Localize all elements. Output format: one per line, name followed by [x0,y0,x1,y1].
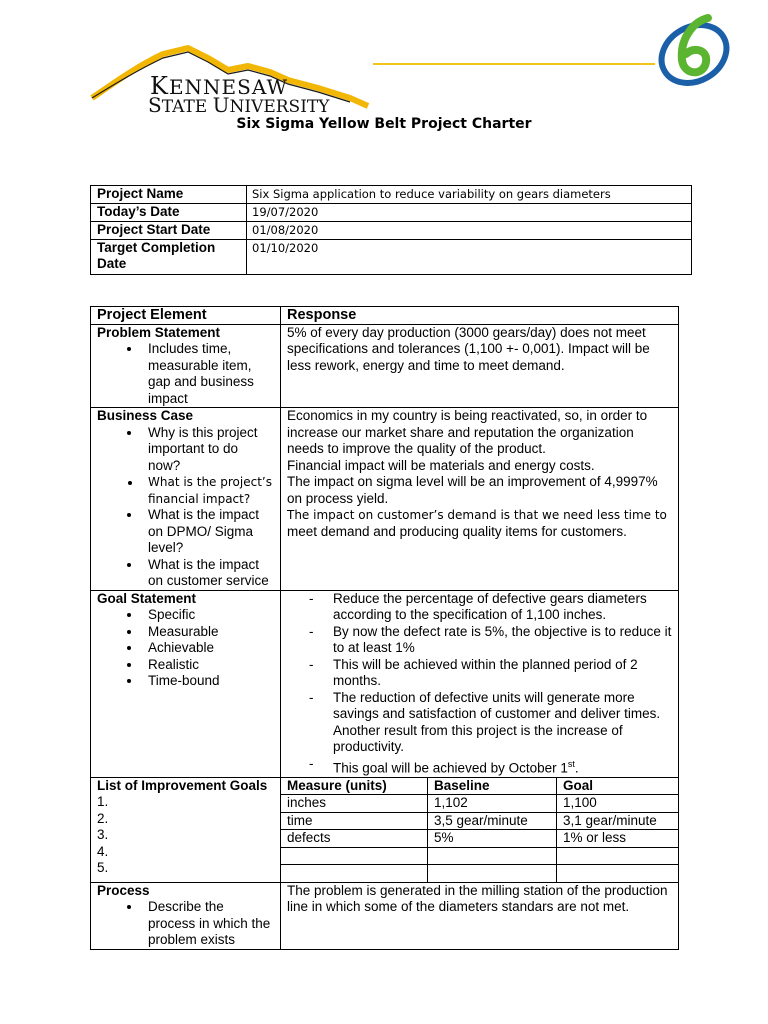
business-bullet: • What is the impact on DPMO/ Sigma level? [142,507,274,557]
table-cell: defects [281,830,428,848]
measure-header: Measure (units) [281,778,428,795]
business-bullet: • What is the project’s financial impact? [142,474,274,507]
table-cell [557,847,679,865]
goal-item-last [287,756,672,777]
business-response-2: Financial impact will be materials and energy costs. [287,457,595,473]
table-cell: time [281,812,428,830]
table-cell [281,865,428,882]
goal-header: Goal [557,778,679,795]
charter-table [90,306,679,950]
header-gold-rule [373,63,655,65]
project-info-table [90,185,692,275]
table-row [281,812,678,830]
goal-item-last-text: This goal will be achieved by October 1 [333,760,568,775]
goal-statement-title: Goal Statement [97,590,197,606]
logo-line2: STATE UNIVERSITY [148,93,330,117]
process-row [91,882,679,949]
goal-bullet: • Time-bound [142,673,274,690]
table-cell [428,847,557,865]
improvement-number: 5. [97,860,109,875]
todays-date-label: Today’s Date [91,204,247,222]
col-header-element: Project Element [91,307,281,325]
improvement-number: 3. [97,827,109,842]
business-bullet: • Why is this project important to do now? [142,425,274,475]
process-bullet: • Describe the process in which the problem exists [142,899,274,949]
kennesaw-state-university-logo [88,40,388,120]
goal-item: - Reduce the percentage of defective gears diameters according to the specification of 1,100 inches. [287,591,672,624]
business-response-4b: meet demand and producing quality items for customers. [287,523,627,539]
table-cell: 1,100 [557,795,679,813]
table-cell [281,847,428,865]
business-response-4a: The impact on customer’s demand is that we need less time to [287,508,667,522]
todays-date-value: 19/07/2020 [247,204,692,222]
table-row [91,186,692,204]
improvement-number: 1. [97,794,109,809]
improvement-goals-row [91,777,679,882]
target-completion-date-value: 01/10/2020 [247,240,692,275]
goal-item-last-sup: st [567,758,575,769]
problem-statement-row [91,324,679,408]
logo-line1: KENNESAW [150,72,289,100]
table-cell: 1,102 [428,795,557,813]
improvement-number: 4. [97,843,109,859]
improvement-goals-title: List of Improvement Goals [97,777,268,793]
goal-item: - The reduction of defective units will generate more savings and satisfaction of customer and deliver times. Another result from this project is the increase of productivity. [287,690,672,756]
table-row [281,847,678,865]
table-cell [428,865,557,882]
table-row [281,778,678,795]
business-case-row [91,408,679,591]
business-response-1: Economics in my country is being reactivated, so, in order to increase our market share and reputation the organization needs to improve the quality of the product. [287,408,648,456]
problem-statement-title: Problem Statement [97,324,221,340]
table-cell: 3,1 gear/minute [557,812,679,830]
goal-bullet: • Achievable [142,640,274,657]
col-header-response: Response [281,307,679,325]
table-cell [557,865,679,882]
problem-bullet: • Includes time, measurable item, gap and business impact [142,341,274,407]
goal-item-last-end: . [574,760,579,775]
document-title: Six Sigma Yellow Belt Project Charter [236,116,532,132]
process-title: Process [97,882,150,898]
business-response-3: The impact on sigma level will be an improvement of 4,9997% on process yield. [287,474,658,506]
goal-bullet: • Measurable [142,624,274,641]
goal-bullet: • Realistic [142,657,274,674]
goal-item: - By now the defect rate is 5%, the objective is to reduce it to at least 1% [287,624,672,657]
improvement-goals-table [281,778,678,882]
problem-statement-response: 5% of every day production (3000 gears/day) does not meet specifications and tolerances (1,100 +- 0,001). Impact will be less rework, energy and time to meet demand. [281,324,679,408]
table-cell: 1% or less [557,830,679,848]
target-completion-date-label: Target Completion Date [91,240,247,275]
charter-header-row [91,307,679,325]
project-start-date-label: Project Start Date [91,222,247,240]
business-bullet: • What is the impact on customer service [142,557,274,590]
business-case-title: Business Case [97,408,194,423]
project-name-value: Six Sigma application to reduce variability on gears diameters [247,186,692,204]
process-response: The problem is generated in the milling station of the production line in which some of the diameters standars are not met. [281,882,679,949]
project-start-date-value: 01/08/2020 [247,222,692,240]
table-cell: 5% [428,830,557,848]
project-name-label: Project Name [91,186,247,204]
table-row [281,865,678,882]
table-row [91,240,692,275]
baseline-header: Baseline [428,778,557,795]
table-row [281,795,678,813]
goal-statement-row [91,590,679,777]
goal-item: - This will be achieved within the planned period of 2 months. [287,657,672,690]
table-row [91,204,692,222]
table-cell: inches [281,795,428,813]
six-sigma-logo-icon [652,10,734,92]
table-row [91,222,692,240]
improvement-number: 2. [97,810,109,826]
table-row [281,830,678,848]
table-cell: 3,5 gear/minute [428,812,557,830]
goal-bullet: • Specific [142,607,274,624]
